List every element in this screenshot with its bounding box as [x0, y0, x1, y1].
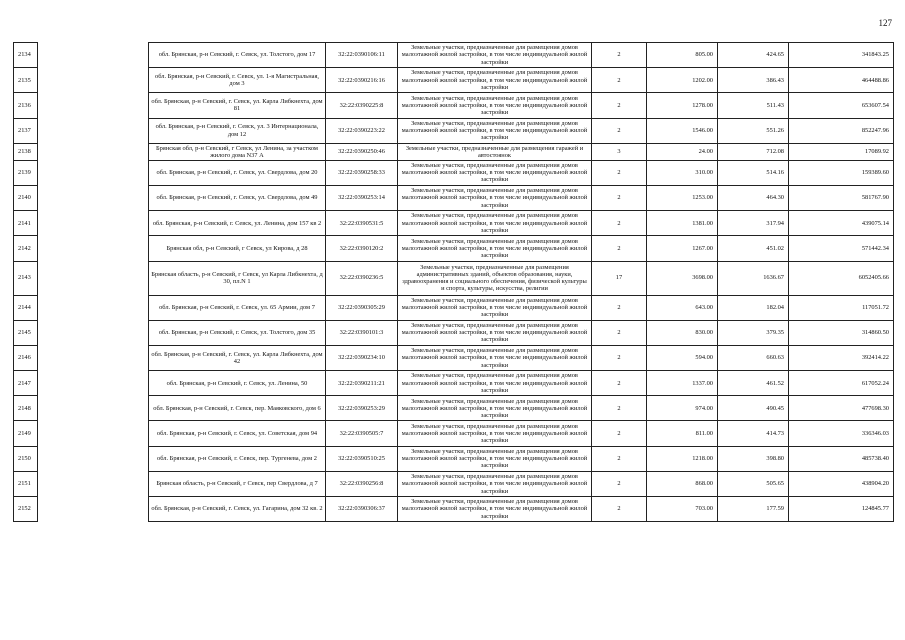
cell-address: обл. Брянская, р-н Севский, г. Севск, ул. Карла Либкнехта, дом 81 — [149, 93, 326, 118]
cell-blank — [38, 185, 149, 210]
cell-area: 1253.00 — [647, 185, 718, 210]
cell-row-number: 2146 — [14, 345, 38, 370]
cell-cadastral-number: 32:22:0390106:11 — [326, 43, 398, 68]
table-row — [14, 471, 894, 496]
cell-area: 868.00 — [647, 471, 718, 496]
cell-address: обл. Брянская, р-н Севский, г. Севск, ул. 3 Интернационала, дом 12 — [149, 118, 326, 143]
cell-blank — [38, 421, 149, 446]
cell-area: 1267.00 — [647, 236, 718, 261]
cell-blank — [38, 295, 149, 320]
cell-area: 830.00 — [647, 320, 718, 345]
cell-address: обл. Брянская, р-н Севский, г. Севск, ул. Толстого, дом 35 — [149, 320, 326, 345]
cell-blank — [38, 68, 149, 93]
cell-cadastral-number: 32:22:0390101:3 — [326, 320, 398, 345]
cell-row-number: 2149 — [14, 421, 38, 446]
table-row — [14, 236, 894, 261]
table-row — [14, 371, 894, 396]
cell-row-number: 2138 — [14, 143, 38, 160]
cell-land-use: Земельные участки, предназначенные для размещения домов малоэтажной жилой застройки, в том числе индивидуальной жилой застройки — [398, 295, 592, 320]
cell-cadastral-value: 6052405.66 — [789, 261, 894, 295]
cell-blank — [38, 446, 149, 471]
cell-blank — [38, 236, 149, 261]
cell-row-number: 2152 — [14, 497, 38, 522]
cell-cadastral-number: 32:22:0390253:14 — [326, 185, 398, 210]
cell-land-use: Земельные участки, предназначенные для размещения домов малоэтажной жилой застройки, в том числе индивидуальной жилой застройки — [398, 68, 592, 93]
cell-blank — [38, 143, 149, 160]
cell-cadastral-number: 32:22:0390258:33 — [326, 160, 398, 185]
cell-land-use: Земельные участки, предназначенные для размещения домов малоэтажной жилой застройки, в том числе индивидуальной жилой застройки — [398, 421, 592, 446]
cell-land-use: Земельные участки, предназначенные для размещения домов малоэтажной жилой застройки, в том числе индивидуальной жилой застройки — [398, 471, 592, 496]
cell-area: 594.00 — [647, 345, 718, 370]
cell-cadastral-value: 439075.14 — [789, 211, 894, 236]
table-row — [14, 185, 894, 210]
cell-group: 2 — [592, 68, 647, 93]
table-row — [14, 320, 894, 345]
cell-cadastral-value: 159389.60 — [789, 160, 894, 185]
cell-group: 2 — [592, 471, 647, 496]
cell-cadastral-value: 117051.72 — [789, 295, 894, 320]
cell-blank — [38, 43, 149, 68]
cell-row-number: 2147 — [14, 371, 38, 396]
cell-address: Брянская обл, р-н Севский, г Севск, ул Кирова, д 28 — [149, 236, 326, 261]
table-row — [14, 211, 894, 236]
cell-address: Брянская область, р-н Севский, г Севск, пер Свердлова, д 7 — [149, 471, 326, 496]
table-body — [14, 43, 894, 522]
cell-address: обл. Брянская, р-н Севский, г. Севск, ул. 1-я Магистральная, дом 3 — [149, 68, 326, 93]
table-row — [14, 118, 894, 143]
cell-land-use: Земельные участки, предназначенные для размещения гаражей и автостоянок — [398, 143, 592, 160]
cell-cadastral-number: 32:22:0390234:10 — [326, 345, 398, 370]
cell-row-number: 2140 — [14, 185, 38, 210]
cell-cadastral-value: 464488.86 — [789, 68, 894, 93]
cell-unit-value: 379.35 — [718, 320, 789, 345]
cell-row-number: 2143 — [14, 261, 38, 295]
cell-address: Брянская область, р-н Севский, г Севск, ул Карла Либкнехта, д 30, пл.N 1 — [149, 261, 326, 295]
cell-unit-value: 712.08 — [718, 143, 789, 160]
cell-group: 2 — [592, 345, 647, 370]
cell-address: обл. Брянская, р-н Севский, г. Севск, ул. Советская, дом 94 — [149, 421, 326, 446]
cell-land-use: Земельные участки, предназначенные для размещения домов малоэтажной жилой застройки, в том числе индивидуальной жилой застройки — [398, 118, 592, 143]
cell-address: обл. Брянская, р-н Севский, г. Севск, пер. Маяковского, дом 6 — [149, 396, 326, 421]
cell-unit-value: 490.45 — [718, 396, 789, 421]
cell-land-use: Земельные участки, предназначенные для размещения домов малоэтажной жилой застройки, в том числе индивидуальной жилой застройки — [398, 93, 592, 118]
cell-land-use: Земельные участки, предназначенные для размещения домов малоэтажной жилой застройки, в том числе индивидуальной жилой застройки — [398, 211, 592, 236]
cell-cadastral-value: 477698.30 — [789, 396, 894, 421]
cell-cadastral-number: 32:22:0390225:8 — [326, 93, 398, 118]
cell-area: 1381.00 — [647, 211, 718, 236]
cell-unit-value: 461.52 — [718, 371, 789, 396]
cell-group: 2 — [592, 211, 647, 236]
cell-row-number: 2135 — [14, 68, 38, 93]
cell-address: обл. Брянская, р-н Севский, г. Севск, ул. Свердлова, дом 20 — [149, 160, 326, 185]
cell-land-use: Земельные участки, предназначенные для размещения домов малоэтажной жилой застройки, в том числе индивидуальной жилой застройки — [398, 160, 592, 185]
cell-blank — [38, 497, 149, 522]
cell-blank — [38, 320, 149, 345]
cell-address: обл. Брянская, р-н Севский, г. Севск, ул. Толстого, дом 17 — [149, 43, 326, 68]
cell-unit-value: 317.94 — [718, 211, 789, 236]
table-row — [14, 446, 894, 471]
cell-unit-value: 514.16 — [718, 160, 789, 185]
cell-blank — [38, 211, 149, 236]
cell-area: 805.00 — [647, 43, 718, 68]
cell-cadastral-number: 32:22:0390253:29 — [326, 396, 398, 421]
cell-unit-value: 386.43 — [718, 68, 789, 93]
cell-cadastral-number: 32:22:0390505:7 — [326, 421, 398, 446]
cell-unit-value: 398.80 — [718, 446, 789, 471]
cell-land-use: Земельные участки, предназначенные для размещения домов малоэтажной жилой застройки, в том числе индивидуальной жилой застройки — [398, 43, 592, 68]
cell-group: 2 — [592, 236, 647, 261]
cell-cadastral-value: 438904.20 — [789, 471, 894, 496]
table-row — [14, 160, 894, 185]
cell-cadastral-value: 336346.03 — [789, 421, 894, 446]
cell-blank — [38, 471, 149, 496]
cell-address: Брянская обл, р-н Севский, г Севск, ул Ленина, за участком жилого дома N37 А — [149, 143, 326, 160]
cell-land-use: Земельные участки, предназначенные для размещения домов малоэтажной жилой застройки, в том числе индивидуальной жилой застройки — [398, 185, 592, 210]
cell-cadastral-value: 314860.50 — [789, 320, 894, 345]
cell-land-use: Земельные участки, предназначенные для размещения домов малоэтажной жилой застройки, в том числе индивидуальной жилой застройки — [398, 320, 592, 345]
cadastral-value-table — [13, 42, 894, 522]
cell-cadastral-value: 485738.40 — [789, 446, 894, 471]
cell-area: 974.00 — [647, 396, 718, 421]
table-row — [14, 261, 894, 295]
cell-group: 17 — [592, 261, 647, 295]
cell-cadastral-number: 32:22:0390531:5 — [326, 211, 398, 236]
cell-group: 2 — [592, 118, 647, 143]
cell-row-number: 2145 — [14, 320, 38, 345]
cell-cadastral-value: 571442.34 — [789, 236, 894, 261]
table-row — [14, 396, 894, 421]
cell-row-number: 2134 — [14, 43, 38, 68]
cell-area: 643.00 — [647, 295, 718, 320]
cell-group: 3 — [592, 143, 647, 160]
cell-group: 2 — [592, 160, 647, 185]
cell-cadastral-number: 32:22:0390306:37 — [326, 497, 398, 522]
table-row — [14, 421, 894, 446]
cell-area: 1278.00 — [647, 93, 718, 118]
cell-cadastral-value: 17089.92 — [789, 143, 894, 160]
cell-group: 2 — [592, 93, 647, 118]
cell-unit-value: 505.65 — [718, 471, 789, 496]
cell-row-number: 2141 — [14, 211, 38, 236]
cell-area: 811.00 — [647, 421, 718, 446]
cell-cadastral-value: 852247.96 — [789, 118, 894, 143]
cell-blank — [38, 160, 149, 185]
cell-cadastral-number: 32:22:0390250:46 — [326, 143, 398, 160]
cell-land-use: Земельные участки, предназначенные для размещения домов малоэтажной жилой застройки, в том числе индивидуальной жилой застройки — [398, 345, 592, 370]
cell-unit-value: 177.59 — [718, 497, 789, 522]
cell-unit-value: 464.30 — [718, 185, 789, 210]
cell-land-use: Земельные участки, предназначенные для размещения административных зданий, объектов образования, науки, здравоохранения и социального обеспечения, физической культуры и спорта, культуры, искусства, религии — [398, 261, 592, 295]
cell-address: обл. Брянская, р-н Севский, г. Севск, ул. Ленина, дом 157 кв 2 — [149, 211, 326, 236]
cell-blank — [38, 118, 149, 143]
cell-unit-value: 424.65 — [718, 43, 789, 68]
cell-area: 1218.00 — [647, 446, 718, 471]
cell-cadastral-value: 341843.25 — [789, 43, 894, 68]
cell-group: 2 — [592, 421, 647, 446]
cell-cadastral-value: 392414.22 — [789, 345, 894, 370]
cell-cadastral-number: 32:22:0390510:25 — [326, 446, 398, 471]
cell-area: 3698.00 — [647, 261, 718, 295]
cell-area: 703.00 — [647, 497, 718, 522]
table-row — [14, 68, 894, 93]
cell-unit-value: 660.63 — [718, 345, 789, 370]
cell-unit-value: 451.02 — [718, 236, 789, 261]
cell-area: 310.00 — [647, 160, 718, 185]
cell-unit-value: 511.43 — [718, 93, 789, 118]
cell-address: обл. Брянская, р-н Севский, г. Севск, ул. Гагарина, дом 32 кв. 2 — [149, 497, 326, 522]
cell-blank — [38, 396, 149, 421]
cell-cadastral-number: 32:22:0390256:8 — [326, 471, 398, 496]
cell-row-number: 2139 — [14, 160, 38, 185]
cell-group: 2 — [592, 185, 647, 210]
table-row — [14, 93, 894, 118]
cell-group: 2 — [592, 320, 647, 345]
cell-unit-value: 1636.67 — [718, 261, 789, 295]
cell-address: обл. Брянская, р-н Севский, г. Севск, пер. Тургенева, дом 2 — [149, 446, 326, 471]
cell-cadastral-number: 32:22:0390211:21 — [326, 371, 398, 396]
cell-row-number: 2142 — [14, 236, 38, 261]
cell-group: 2 — [592, 396, 647, 421]
cell-land-use: Земельные участки, предназначенные для размещения домов малоэтажной жилой застройки, в том числе индивидуальной жилой застройки — [398, 396, 592, 421]
cell-cadastral-number: 32:22:0390223:22 — [326, 118, 398, 143]
cell-land-use: Земельные участки, предназначенные для размещения домов малоэтажной жилой застройки, в том числе индивидуальной жилой застройки — [398, 497, 592, 522]
cell-cadastral-value: 581767.90 — [789, 185, 894, 210]
cell-land-use: Земельные участки, предназначенные для размещения домов малоэтажной жилой застройки, в том числе индивидуальной жилой застройки — [398, 446, 592, 471]
cell-address: обл. Брянская, р-н Севский, г. Севск, ул. Карла Либкнехта, дом 42 — [149, 345, 326, 370]
cell-row-number: 2136 — [14, 93, 38, 118]
cell-cadastral-number: 32:22:0390120:2 — [326, 236, 398, 261]
table-row — [14, 143, 894, 160]
cell-unit-value: 551.26 — [718, 118, 789, 143]
cell-row-number: 2151 — [14, 471, 38, 496]
cell-address: обл. Брянская, р-н Севский, г. Севск, ул. 65 Армии, дом 7 — [149, 295, 326, 320]
page-number: 127 — [878, 18, 892, 28]
cell-cadastral-number: 32:22:0390305:29 — [326, 295, 398, 320]
cell-blank — [38, 261, 149, 295]
cell-address: обл. Брянская, р-н Севский, г. Севск, ул. Свердлова, дом 49 — [149, 185, 326, 210]
cell-row-number: 2137 — [14, 118, 38, 143]
cell-unit-value: 182.04 — [718, 295, 789, 320]
cell-group: 2 — [592, 446, 647, 471]
cell-area: 1202.00 — [647, 68, 718, 93]
cell-group: 2 — [592, 43, 647, 68]
cell-blank — [38, 345, 149, 370]
table-row — [14, 295, 894, 320]
cell-unit-value: 414.73 — [718, 421, 789, 446]
cell-cadastral-number: 32:22:0390236:5 — [326, 261, 398, 295]
cell-group: 2 — [592, 497, 647, 522]
cell-cadastral-value: 617052.24 — [789, 371, 894, 396]
table-row — [14, 43, 894, 68]
cell-cadastral-value: 653607.54 — [789, 93, 894, 118]
cell-row-number: 2144 — [14, 295, 38, 320]
cell-land-use: Земельные участки, предназначенные для размещения домов малоэтажной жилой застройки, в том числе индивидуальной жилой застройки — [398, 236, 592, 261]
cell-row-number: 2148 — [14, 396, 38, 421]
cell-group: 2 — [592, 371, 647, 396]
cell-cadastral-value: 124845.77 — [789, 497, 894, 522]
cell-group: 2 — [592, 295, 647, 320]
cell-address: обл. Брянская, р-н Севский, г. Севск, ул. Ленина, 50 — [149, 371, 326, 396]
cell-blank — [38, 93, 149, 118]
cell-cadastral-number: 32:22:0390216:16 — [326, 68, 398, 93]
cell-area: 24.00 — [647, 143, 718, 160]
cell-row-number: 2150 — [14, 446, 38, 471]
cell-land-use: Земельные участки, предназначенные для размещения домов малоэтажной жилой застройки, в том числе индивидуальной жилой застройки — [398, 371, 592, 396]
table-row — [14, 497, 894, 522]
cell-area: 1546.00 — [647, 118, 718, 143]
cell-area: 1337.00 — [647, 371, 718, 396]
table-row — [14, 345, 894, 370]
cell-blank — [38, 371, 149, 396]
